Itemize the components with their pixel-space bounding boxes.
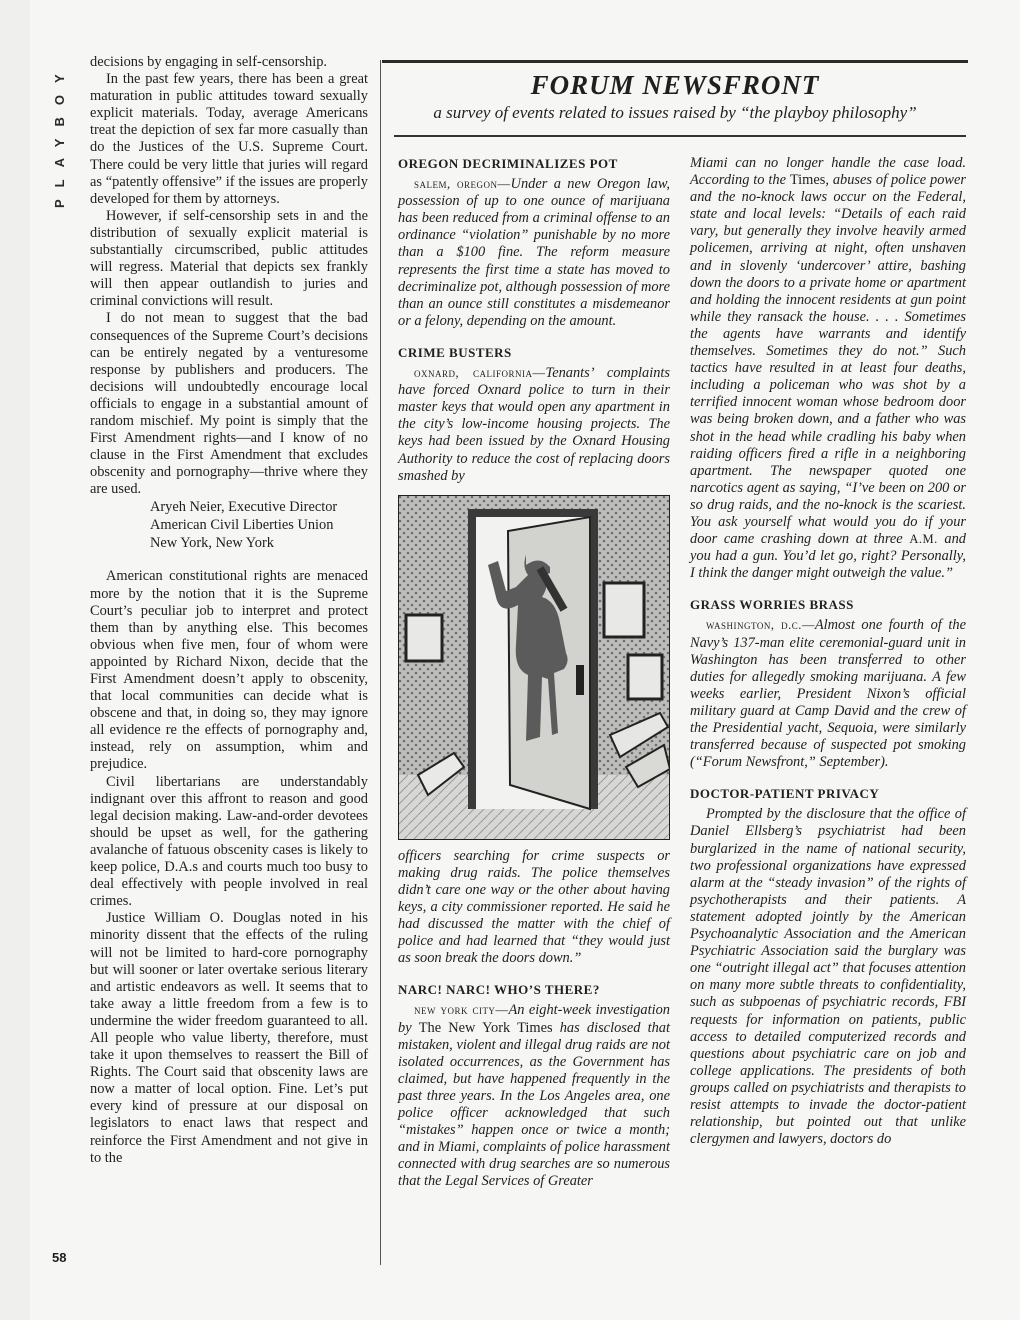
right-column-news	[690, 155, 966, 1148]
letter-paragraph: However, if self-censorship sets in and the distribution of sexually explicit material is substantially circumscribed, public attitudes will regress. Material that depicts sex frankly will then appear outlandish to juries and criminal convictions will result.	[90, 207, 368, 310]
article-dateline: washington, d.c.—	[706, 618, 815, 633]
signature-organization: American Civil Liberties Union	[150, 517, 334, 534]
article-headline: CRIME BUSTERS	[398, 344, 512, 360]
letter-signature	[90, 498, 368, 552]
article-headline: NARC! NARC! WHO’S THERE?	[398, 982, 600, 998]
article-body: salem, oregon—Under a new Oregon law, possession of up to one ounce of marijuana has been reduced from a criminal offense to an ordinance “violation” punishable by no more than a $100 fine. The reform measure represents the first time a state has moved to decriminalize pot, although possession of more than an ounce still constitutes a misdemeanor or a felony, depending on the amount.	[398, 176, 670, 329]
letter-paragraph: American constitutional rights are menaced more by the notion that it is the Supreme Court’s peculiar job to interpret and protect them than by anything else. This becomes obvious when five men, four of whom were appointed by Richard Nixon, decide that the First Amendment doesn’t apply to obscenity, that local communities can decide what is obscene and that, in doing so, they may ignore all evidence re the effects of pornography and, instead, rely on assumption, whim and prejudice.	[90, 568, 368, 773]
middle-column-news	[398, 155, 670, 1190]
signature-name: Aryeh Neier, Executive Director	[150, 499, 338, 516]
article-dateline: oxnard, california—	[414, 366, 546, 381]
letter-paragraph: decisions by engaging in self-censorship.	[90, 54, 327, 70]
door-raid-illustration	[398, 495, 670, 840]
illustration-svg	[398, 495, 670, 840]
article-body: oxnard, california—Tenants’ complaints have forced Oxnard police to turn in their master keys that would open any apartment in the city’s low-income housing projects. The keys had been issued by the Oxnard Housing Authority to reduce the cost of replacing doors smashed by	[398, 365, 670, 484]
article-dateline: salem, oregon—	[414, 177, 511, 192]
article-headline: OREGON DECRIMINALIZES POT	[398, 156, 618, 171]
article-body: washington, d.c.—Almost one fourth of the Navy’s 137-man elite ceremonial-guard unit in Washington has been transferred to other duties for allegedly smoking marijuana. A few weeks earlier, President Nixon’s official military guard at Camp David and the crew of the Presidential yacht, Sequoia, were similarly transferred because of suspected pot smoking (“Forum Newsfront,” September).	[690, 617, 966, 771]
article-body: Miami can no longer handle the case load. According to the Times, abuses of police power and the no-knock laws occur on the Federal, state and local levels: “Details of each raid vary, but generally they involve heavily armed policemen, arriving at night, often unshaven and in slovenly ‘undercover’ attire, bashing down the doors to a private home or apartment and holding the innocent residents at gun point while they ransack the house. . . . Sometimes the agents have warrants and identify themselves. Sometimes they do not.” Such tactics have resulted in at least four deaths, including a policeman who was shot by a terrified innocent woman whose bedroom door was being broken down, and a father who was shot in the head while cradling his baby when raiding officers fired a rifle in a neighboring apartment. The newspaper quoted one narcotics agent as saying, “I’ve been on 200 or so drug raids, and the no-knock is the scariest. You ask yourself what would you do if your door came crashing down at three A.M. and you had a gun. You’d let go, right? Personally, I think the danger might outweigh the value.”	[690, 155, 967, 582]
article-dateline: new york city—	[414, 1003, 509, 1018]
article-headline: DOCTOR-PATIENT PRIVACY	[690, 786, 880, 802]
letter-paragraph: I do not mean to suggest that the bad consequences of the Supreme Court’s decisions can be entirely negated by a venturesome response by publishers and producers. The decisions will undoubtedly encourage local officials to engage in a substantial amount of random mischief. My point is simply that the First Amendment rights—and I know of no clause in the First Amendment that excludes obscenity and pornography—thrive where they are used.	[90, 310, 368, 498]
column-divider	[380, 60, 381, 1265]
left-column-letters	[90, 54, 368, 1167]
magazine-spine-title: PLAYBOY	[52, 62, 67, 208]
article-body: new york city—An eight-week investigation by The New York Times has disclosed that mistaken, violent and illegal drug raids are not isolated occurrences, as the Government has claimed, but have happened frequently in the past three years. In the Los Angeles area, one police officer acknowledged that such “mistakes” happen once or twice a month; and in Miami, complaints of police harassment connected with drug searches are so numerous that the Legal Services of Greater	[398, 1002, 670, 1190]
letter-paragraph: In the past few years, there has been a great maturation in public attitudes toward sexually explicit materials. Today, average Americans treat the depiction of sex far more casually than do the Justices of the U.S. Supreme Court. There could be very little that juries will regard as “patently offensive” if the issues are properly developed for them by attorneys.	[90, 71, 368, 207]
letter-paragraph: Civil libertarians are understandably indignant over this affront to reason and good legal decision making. Law-and-order devotees should be upset as well, for the gathering avalanche of fatuous obscenity cases is likely to keep police, D.A.s and courts much too busy to deal effectively with people involved in real crimes.	[90, 773, 368, 910]
header-rule-bottom	[394, 135, 966, 137]
signature-location: New York, New York	[150, 535, 274, 552]
letter-paragraph: Justice William O. Douglas noted in his minority dissent that the effects of the ruling will not be limited to hard-core pornography but will sooner or later overtake serious literary and artistic endeavors as well. It seems that to take away a little freedom from a few is to undermine the wider freedom guaranteed to all. All people who value liberty, therefore, must take it upon themselves to reassert the Bill of Rights. The Court said that obscenity laws are now a matter of local option. Fine. Let’s put every kind of pressure at our disposal on legislators to enact laws that respect and reinforce the First Amendment and not give in to the	[90, 910, 368, 1166]
header-rule-top	[382, 60, 968, 63]
section-subtitle: a survey of events related to issues raised by “the playboy philosophy”	[433, 103, 917, 122]
section-title: FORUM NEWSFRONT	[530, 70, 820, 100]
article-headline: GRASS WORRIES BRASS	[690, 597, 854, 613]
article-body: officers searching for crime suspects or making drug raids. The police themselves didn’t care one way or the other about having keys, a city commissioner reported. He said he had discussed the matter with the chief of police and had learned that “they would just as soon break the doors down.”	[398, 847, 670, 967]
page-number: 58	[52, 1250, 67, 1265]
article-body: Prompted by the disclosure that the office of Daniel Ellsberg’s psychiatrist had been burglarized in the name of national security, two professional organizations have expressed alarm at the “steady invasion” of the rights of psychotherapists and their patients. A statement adopted jointly by the American Psychoanalytic Association and the American Psychiatric Association said the burglary was one “outright illegal act” that focuses attention on many more subtle threats to confidentiality, such as subpoenas of psychiatric records, FBI requests for information on patients, public access to detailed computerized records and questions about psychiatric care on job and college applications. The presidents of both groups called on psychiatrists and therapists to resist attempts to invade the doctor-patient relationship, but pointed out that unlike clergymen and lawyers, doctors do	[690, 806, 966, 1148]
